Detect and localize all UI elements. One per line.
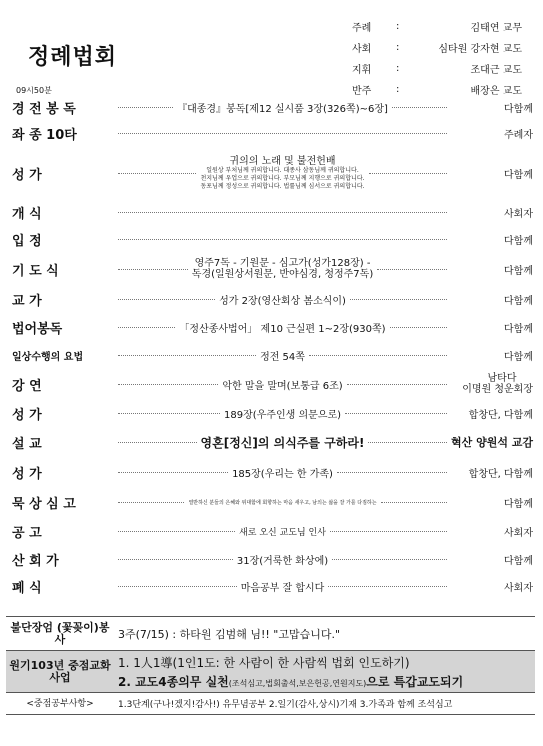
offering-row (6, 617, 535, 651)
dotted-leader (330, 531, 447, 532)
role-row-host (352, 37, 522, 58)
order-item-performer: 다함께 (504, 498, 533, 510)
order-item-name: 일상수행의 요법 (12, 351, 84, 363)
content-line: 천지님께 우업으로 귀의합니다. 부모님께 지행으로 귀의합니다. (200, 174, 365, 182)
dotted-leader (118, 212, 447, 213)
order-item-performer: 혁산 양원석 교감 (451, 436, 534, 449)
performer-line: 남타다 (487, 373, 517, 384)
focus-row (6, 693, 535, 715)
role-colon: : (396, 21, 400, 32)
dotted-leader (390, 327, 447, 328)
role-colon: : (396, 84, 400, 95)
content-line: 귀의의 노래 및 불전헌배 (229, 155, 336, 167)
project-line-2-end: 으로 특갑교도되기 (366, 674, 464, 689)
role-colon: : (396, 63, 400, 74)
order-item-content: 189장(우주인생 의문으로) (224, 409, 342, 421)
order-item-hymn-3 (6, 457, 535, 487)
project-content (114, 651, 535, 692)
dotted-leader (118, 472, 228, 473)
order-item-name: 법어봉독 (12, 321, 63, 337)
role-row-officiant (352, 16, 522, 37)
order-item-sermon (6, 427, 535, 457)
order-item-performer: 사회자 (504, 582, 533, 594)
order-item-anthem (6, 285, 535, 313)
order-item-name: 폐 식 (12, 580, 42, 596)
project-row (6, 651, 535, 693)
dotted-leader (368, 442, 447, 443)
order-item-name: 산 회 가 (12, 553, 59, 569)
order-item-performer (451, 373, 535, 395)
order-item-name: 경 전 봉 독 (12, 101, 76, 117)
dotted-leader (392, 107, 447, 108)
order-item-name: 성 가 (12, 167, 42, 183)
focus-content: 1.3단계(구나!겠지!감사!) 유무념공부 2.일기(감사,상시)기재 3.가족과 함께 조석심고 (118, 700, 453, 710)
order-item-content: 정전 54쪽 (260, 351, 305, 363)
order-item-performer: 주례자 (504, 130, 533, 141)
project-label: 원기103년 중점교화사업 (9, 658, 111, 684)
order-item-content: 새로 오신 교도님 인사 (239, 527, 326, 538)
dotted-leader (118, 173, 196, 174)
order-item-name: 강 연 (12, 378, 42, 394)
dotted-leader (118, 133, 447, 134)
role-name: 김태연 교무 (470, 23, 522, 34)
dotted-leader (118, 355, 256, 356)
order-item-performer: 합창단, 다함께 (468, 468, 533, 480)
dotted-leader (118, 269, 188, 270)
order-item-name: 개 식 (12, 206, 42, 222)
order-item-content (192, 258, 373, 280)
order-item-content: 『대종경』봉독[제12 실시품 3장(326쪽)~6장] (177, 103, 388, 115)
dotted-leader (118, 531, 235, 532)
order-item-content: 열반하신 분들의 은혜와 위대함에 회향하는 마음 새우고, 남의는 삶을 잘 가를 다짐하는 (188, 499, 377, 506)
dotted-leader (332, 559, 447, 560)
dotted-leader (118, 384, 218, 385)
project-line-2-main: 2. 교도4종의무 실천 (118, 674, 229, 689)
order-item-dharma-reading (6, 313, 535, 341)
dotted-leader (118, 107, 173, 108)
order-item-performer: 다함께 (504, 235, 533, 247)
roles-panel (352, 16, 522, 100)
dotted-leader (377, 269, 447, 270)
role-colon: : (396, 42, 400, 53)
content-line: 영주7독 - 기원문 - 심고가(성가128장) - (194, 258, 371, 269)
role-label: 주례 (352, 23, 372, 34)
page-title: 정례법회 (28, 45, 118, 70)
order-item-name: 교 가 (12, 293, 42, 309)
order-item-performer: 다함께 (504, 169, 533, 181)
order-item-name: 입 정 (12, 233, 42, 249)
dotted-leader (369, 173, 447, 174)
dotted-leader (118, 299, 215, 300)
order-item-opening (6, 199, 535, 225)
role-label: 반주 (352, 86, 372, 97)
performer-line: 이명원 청운회장 (462, 384, 533, 395)
role-row-conductor (352, 58, 522, 79)
dotted-leader (118, 239, 447, 240)
order-item-announcements (6, 517, 535, 545)
order-item-name: 좌 종 10타 (12, 128, 77, 143)
order-item-name: 묵 상 심 고 (12, 496, 76, 512)
project-line-1: 1. 1人1導(1인1도: 한 사람이 한 사람씩 법회 인도하기) (118, 655, 410, 670)
role-label: 지휘 (352, 65, 372, 76)
order-item-content: 악한 말을 말며(보통급 6조) (222, 380, 343, 392)
dotted-leader (381, 502, 447, 503)
order-item-content: 성가 2장(영산회상 봄소식이) (219, 295, 346, 307)
dotted-leader (118, 413, 220, 414)
order-item-performer: 다함께 (504, 351, 533, 363)
order-item-name: 설 교 (12, 436, 42, 452)
order-item-content: 「정산종사법어」 제10 근실편 1~2장(930쪽) (179, 323, 386, 335)
content-line: 일원상 부처님께 귀의합니다. 대종사 삼동님께 귀의합니다. (206, 166, 359, 174)
content-line: 독경(일원상서원문, 반야심경, 청정주7독) (191, 269, 374, 280)
order-item-performer: 합창단, 다함께 (468, 409, 533, 421)
dotted-leader (118, 559, 233, 560)
project-line-2 (118, 673, 463, 690)
order-item-name: 성 가 (12, 466, 42, 482)
role-name: 배장은 교도 (470, 86, 522, 97)
dotted-leader (309, 355, 447, 356)
order-item-silent-prayer (6, 487, 535, 517)
role-label: 사회 (352, 44, 372, 55)
dotted-leader (328, 586, 447, 587)
order-item-name: 기 도 식 (12, 263, 59, 279)
offering-label: 불단장엄 (꽃꽂이)봉사 (10, 620, 110, 646)
order-item-content: 31장(거룩한 화상에) (236, 555, 329, 567)
focus-label: <중점공부사항> (26, 698, 94, 709)
order-item-content: 185장(우리는 한 가족) (232, 468, 333, 480)
order-item-hymn-1 (6, 147, 535, 199)
order-item-content: 영혼[정신]의 의식주를 구하라! (200, 435, 365, 450)
order-item-daily-practice (6, 341, 535, 369)
dotted-leader (345, 413, 447, 414)
order-item-meditation (6, 225, 535, 253)
project-line-2-duties: (조석심고,법회출석,보은헌공,연원지도) (228, 678, 367, 688)
dotted-leader (118, 327, 175, 328)
dotted-leader (118, 442, 197, 443)
order-item-performer: 다함께 (504, 555, 533, 567)
order-item-name: 성 가 (12, 407, 42, 423)
order-item-name: 공 고 (12, 525, 42, 541)
order-item-performer: 다함께 (504, 103, 533, 115)
order-item-performer: 다함께 (504, 323, 533, 335)
dotted-leader (350, 299, 447, 300)
dotted-leader (118, 502, 184, 503)
offering-content: 3주(7/15) : 하타원 김범해 님!! "고맙습니다." (118, 627, 341, 641)
dotted-leader (118, 586, 237, 587)
order-item-lecture (6, 369, 535, 399)
order-item-performer: 사회자 (504, 527, 533, 539)
role-name: 심타원 강자현 교도 (438, 44, 522, 55)
role-name: 조대근 교도 (470, 65, 522, 76)
start-time: 09시50분 (16, 86, 52, 95)
order-item-content: 마음공부 잘 합시다 (240, 582, 325, 594)
notice-box (6, 616, 535, 715)
dotted-leader (337, 472, 447, 473)
content-line: 동포님께 정성으로 귀의합니다. 법률님께 심서으로 귀의합니다. (200, 182, 365, 190)
order-item-content (200, 156, 364, 191)
order-item-closing (6, 573, 535, 599)
order-item-closing-hymn (6, 545, 535, 573)
order-item-hymn-2 (6, 399, 535, 427)
order-item-performer: 사회자 (504, 208, 533, 220)
order-item-bell (6, 120, 535, 147)
order-item-prayer (6, 253, 535, 285)
dotted-leader (347, 384, 447, 385)
order-item-performer: 다함께 (504, 265, 533, 277)
order-item-performer: 다함께 (504, 295, 533, 307)
